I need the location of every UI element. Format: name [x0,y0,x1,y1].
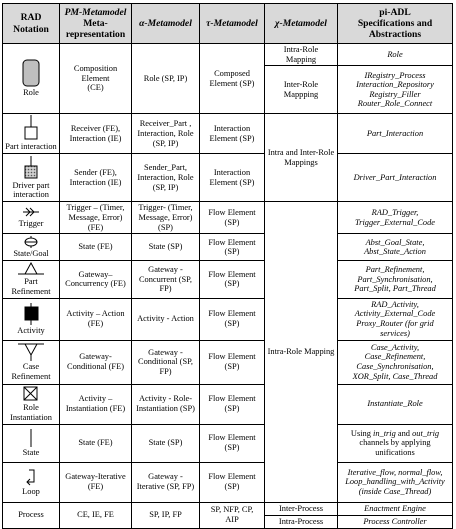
pi-cell-role-instantiation: Instantiate_Role [338,384,453,424]
alpha-cell-loop: Gateway - Iterative (SP, FP) [132,462,200,502]
header-rad: RAD Notation [3,4,60,44]
alpha-cell-role: Role (SP, IP) [132,44,200,114]
alpha-cell-state: State (SP) [132,424,200,462]
pi-cell-activity: RAD_Activity, Activity_External_Code Proxy_Router (for grid services) [338,298,453,340]
tau-cell-role-instantiation: Flow Element (SP) [200,384,265,424]
alpha-cell-case-refinement: Gateway - Conditional (SP, FP) [132,340,200,384]
chi-cell-intra-process: Intra-Process [265,515,338,528]
pm-cell-driver-part: Sender (FE), Interaction (IE) [60,154,132,202]
pi-cell-loop: Iterative_flow, normal_flow, Loop_handling_with_Activity (inside Case_Thread) [338,462,453,502]
pi-cell-role-registry: IRegistry_Process Interaction_Repository Registry_Filler Router_Role_Connect [338,66,453,114]
table-row-state [3,424,453,462]
chi-cell-role-inter: Inter-Role Mappping [265,66,338,114]
alpha-cell-trigger: Trigger- (Timer, Message, Error) (SP) [132,202,200,234]
table-row-role-a [3,44,453,66]
pm-cell-state-goal: State (FE) [60,234,132,261]
rad-cell-driver-part: Driver part interaction [3,154,60,202]
mapping-table [2,3,453,529]
alpha-cell-activity: Activity - Action [132,298,200,340]
tau-cell-part-refinement: Flow Element (SP) [200,261,265,298]
header-pi-adl: pi-ADL Specifications and Abstractions [338,4,453,44]
tau-cell-driver-part: Interaction Element (SP) [200,154,265,202]
chi-cell-intra-inter-role: Intra and Inter-Role Mappings [265,114,338,202]
tau-cell-state-goal: Flow Element (SP) [200,234,265,261]
crossed-box-icon [21,386,41,402]
table-row-part-refinement [3,261,453,298]
pi-cell-trigger: RAD_Trigger, Trigger_External_Code [338,202,453,234]
alpha-cell-role-instantiation: Activity - Role- Instantiation (SP) [132,384,200,424]
table-row-activity [3,298,453,340]
rad-cell-loop: Loop [3,462,60,502]
tau-cell-part-interaction: Interaction Element (SP) [200,114,265,154]
pi-cell-process-controller: Process Controller [338,515,453,528]
pi-cell-part-refinement: Part_Refinement, Part_Synchronisation, Part_Split, Part_Thread [338,261,453,298]
rad-cell-process: Process [3,502,60,528]
table-row-trigger [3,202,453,234]
pm-cell-case-refinement: Gateway- Conditional (FE) [60,340,132,384]
tau-cell-process: SP, NFP, CP, AIP [200,502,265,528]
table-row-role-instantiation [3,384,453,424]
chi-cell-inter-process: Inter-Process [265,502,338,515]
triangle-icon [18,262,44,276]
header-chi-metamodel: χ-Metamodel [265,4,338,44]
table-row-case-refinement [3,340,453,384]
header-alpha-metamodel: α-Metamodel [132,4,200,44]
header-tau-metamodel: τ-Metamodel [200,4,265,44]
vertical-line-icon [21,429,41,447]
pm-cell-role: Composition Element (CE) [60,44,132,114]
pm-cell-part-interaction: Receiver (FE), Interaction (IE) [60,114,132,154]
pm-cell-loop: Gateway-Iterative (FE) [60,462,132,502]
rad-cell-state-goal: State/Goal [3,234,60,261]
rad-cell-activity: Activity [3,298,60,340]
pi-cell-driver-part: Driver_Part_Interaction [338,154,453,202]
tau-cell-activity: Flow Element (SP) [200,298,265,340]
state-goal-icon [21,236,41,248]
pi-cell-part-interaction: Part_Interaction [338,114,453,154]
alpha-cell-process: SP, IP, FP [132,502,200,528]
pi-cell-state: Using in_trig and out_trig channels by applying unifications [338,424,453,462]
trigger-arrow-icon [21,206,41,218]
rad-cell-case-refinement: Case Refinement [3,340,60,384]
pi-cell-case-refinement: Case_Activity, Case_Refinement, Case_Synchronisation, XOR_Split, Case_Thread [338,340,453,384]
rad-cell-state: State [3,424,60,462]
rad-cell-role-instantiation: Role Instantiation [3,384,60,424]
chi-cell-role-intra: Intra-Role Mapping [265,44,338,66]
alpha-cell-part-interaction: Receiver_Part , Interaction, Role (SP, IP) [132,114,200,154]
pm-cell-state: State (FE) [60,424,132,462]
rad-cell-role: Role [3,44,60,114]
table-row-part-interaction [3,114,453,154]
rad-cell-part-interaction: Part interaction [3,114,60,154]
tau-cell-trigger: Flow Element (SP) [200,202,265,234]
pi-cell-state-goal: Abst_Goal_State, Abst_State_Action [338,234,453,261]
tau-cell-loop: Flow Element (SP) [200,462,265,502]
pi-cell-enactment-engine: Enactment Engine [338,502,453,515]
black-square-icon [21,303,41,325]
pm-cell-part-refinement: Gateway– Concurrency (FE) [60,261,132,298]
rounded-rectangle-icon [22,59,40,87]
pm-cell-activity: Activity – Action (FE) [60,298,132,340]
alpha-cell-part-refinement: Gateway - Concurrent (SP, FP) [132,261,200,298]
pi-cell-role: Role [338,44,453,66]
tau-cell-state: Flow Element (SP) [200,424,265,462]
alpha-cell-state-goal: State (SP) [132,234,200,261]
header-row [3,4,453,44]
table-row-process-a [3,502,453,515]
shaded-square-icon [21,156,41,180]
pm-cell-trigger: Trigger – (Timer, Message, Error) (FE) [60,202,132,234]
pm-cell-process: CE, IE, FE [60,502,132,528]
open-square-icon [21,115,41,141]
table-row-driver-part [3,154,453,202]
pm-cell-role-instantiation: Activity – Instantiation (FE) [60,384,132,424]
rad-cell-part-refinement: Part Refinement [3,261,60,298]
inverted-triangle-icon [18,343,44,361]
loop-arrow-icon [21,468,41,486]
alpha-cell-driver-part: Sender_Part, Interaction, Role (SP, IP) [132,154,200,202]
rad-cell-trigger: Trigger [3,202,60,234]
header-pm-metamodel: PM-Metamodel Meta- representation [60,4,132,44]
chi-cell-intra-role-mapping: Intra-Role Mapping [265,202,338,502]
table-row-state-goal [3,234,453,261]
tau-cell-role: Composed Element (SP) [200,44,265,114]
tau-cell-case-refinement: Flow Element (SP) [200,340,265,384]
table-row-loop [3,462,453,502]
